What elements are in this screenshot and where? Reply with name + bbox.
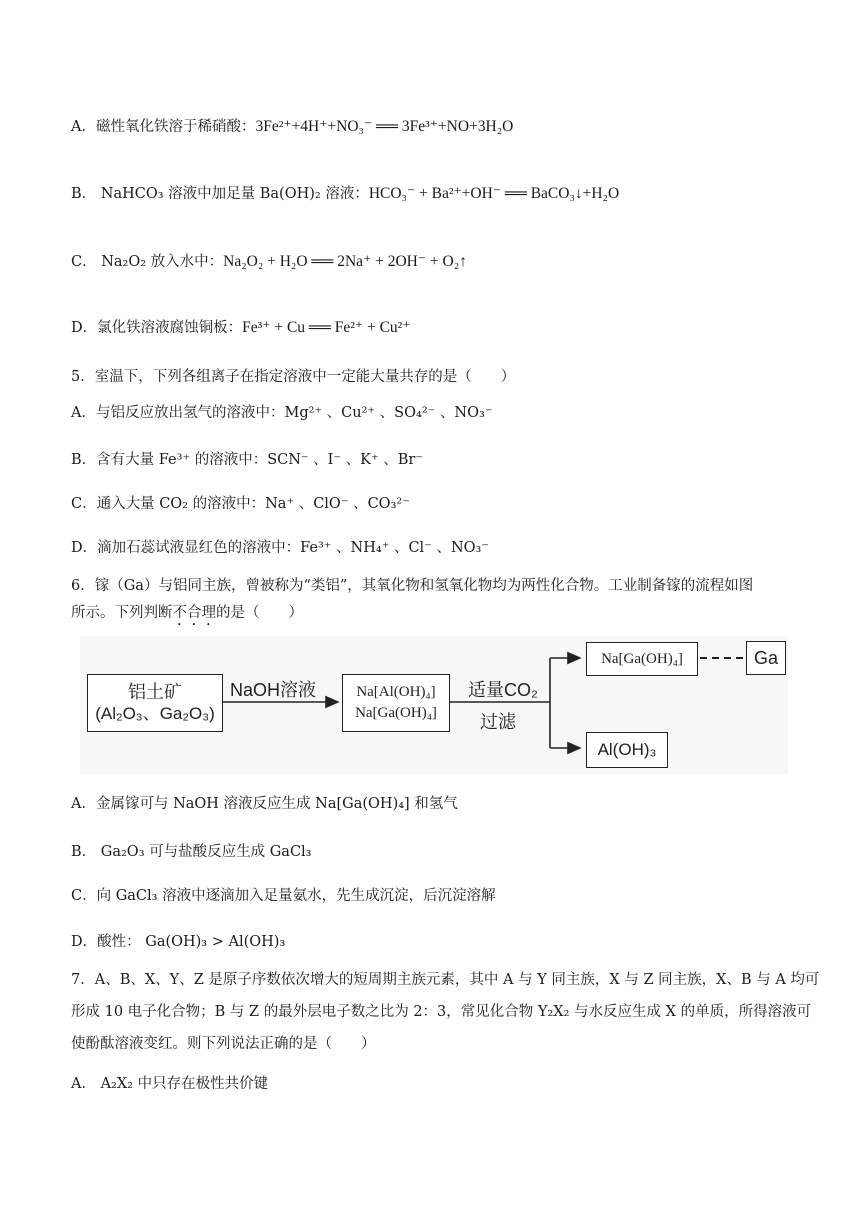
final-product: Ga: [753, 647, 778, 668]
q6-stem-line2-b: 的是（ ）: [216, 605, 303, 621]
q6-option-b: B． Ga₂O₃ 可与盐酸反应生成 GaCl₃: [71, 844, 312, 860]
ore-title: 铝土矿: [128, 682, 182, 702]
ore-composition: (Al₂O₃、Ga₂O₃): [95, 704, 215, 723]
q5-option-c: C．通入大量 CO₂ 的溶液中：Na⁺ 、ClO⁻ 、CO₃²⁻: [71, 496, 410, 512]
product-top: Na[Ga(OH)₄]: [601, 650, 683, 667]
q4-option-c: [71, 252, 820, 272]
q4-option-c-equation: Na₂O₂ + H₂O ══ 2Na⁺ + 2OH⁻ + O₂↑: [223, 253, 467, 270]
q4-option-d-equation: Fe³⁺ + Cu ══ Fe²⁺ + Cu²⁺: [242, 319, 411, 336]
q4-option-d: [71, 318, 820, 338]
step1-label: NaOH溶液: [230, 680, 317, 700]
q6-option-c: C．向 GaCl₃ 溶液中逐滴加入足量氨水，先生成沉淀，后沉淀溶解: [71, 888, 496, 904]
q6-stem-line2-a: 所示。下列判断: [71, 605, 173, 621]
ga-salt-box: [586, 642, 698, 676]
q7-stem: 7．A、B、X、Y、Z 是原子序数依次增大的短周期主族元素，其中 A 与 Y 同主族，X 与 Z 同主族，X、B 与 A 均可形成 10 电子化合物；B 与 Z 的最外层电子数之比为 2：3，常见化合物 Y₂X₂ 与水反应生成 X 的单质，所得溶液可使酚酞溶液变红。则下列说法正确的是（ ）: [71, 972, 820, 1052]
q5-option-b: B．含有大量 Fe³⁺ 的溶液中：SCN⁻ 、I⁻ 、K⁺ 、Br⁻: [71, 452, 423, 468]
q4-option-d-prefix: D．氯化铁溶液腐蚀铜板：: [71, 320, 243, 336]
product-bottom: Al(OH)₃: [597, 740, 657, 759]
mid-line2: Na[Ga(OH)₄]: [355, 705, 437, 721]
aluminate-gallate-box: [342, 674, 450, 732]
q6-stem-emphasis: 不合理: [172, 605, 216, 621]
q5-option-a: A．与铝反应放出氢气的溶液中：Mg²⁺ 、Cu²⁺ 、SO₄²⁻ 、NO₃⁻: [71, 405, 493, 421]
aloh3-box: [586, 732, 668, 768]
q4-option-a-equation: 3Fe²⁺+4H⁺+NO₃⁻ ══ 3Fe³⁺+NO+3H₂O: [255, 118, 514, 135]
q4-option-a-prefix: A．磁性氧化铁溶于稀硝酸：: [71, 119, 256, 135]
gallium-process-flowchart: [80, 636, 788, 774]
q5-option-d: D．滴加石蕊试液显红色的溶液中：Fe³⁺ 、NH₄⁺ 、Cl⁻ 、NO₃⁻: [71, 540, 489, 556]
step2-bottom-label: 过滤: [480, 712, 516, 732]
q4-option-c-prefix: C． Na₂O₂ 放入水中：: [71, 254, 224, 270]
ore-box: [87, 674, 223, 732]
q6-option-d: D．酸性： Ga(OH)₃ > Al(OH)₃: [71, 934, 286, 950]
mid-line1: Na[Al(OH)₄]: [356, 684, 436, 700]
q6-option-a: A．金属镓可与 NaOH 溶液反应生成 Na[Ga(OH)₄] 和氢气: [71, 796, 458, 812]
q7-option-a: A． A₂X₂ 中只存在极性共价键: [71, 1076, 269, 1092]
q4-option-b-equation: HCO₃⁻ + Ba²⁺+OH⁻ ══ BaCO₃↓+H₂O: [368, 185, 620, 202]
ga-box: [746, 641, 786, 675]
q5-stem: 5．室温下，下列各组离子在指定溶液中一定能大量共存的是（ ）: [71, 369, 516, 385]
q6-stem-line1: 6．镓（Ga）与铝同主族，曾被称为“类铝”，其氧化物和氢氧化物均为两性化合物。工业制备镓的流程如图: [71, 578, 754, 594]
step2-top-label: 适量CO₂: [468, 680, 538, 700]
q6-stem-line2: [71, 603, 820, 629]
q4-option-a: [71, 117, 820, 137]
q4-option-b: [71, 184, 820, 204]
q4-option-b-prefix: B． NaHCO₃ 溶液中加足量 Ba(OH)₂ 溶液：: [71, 186, 369, 202]
